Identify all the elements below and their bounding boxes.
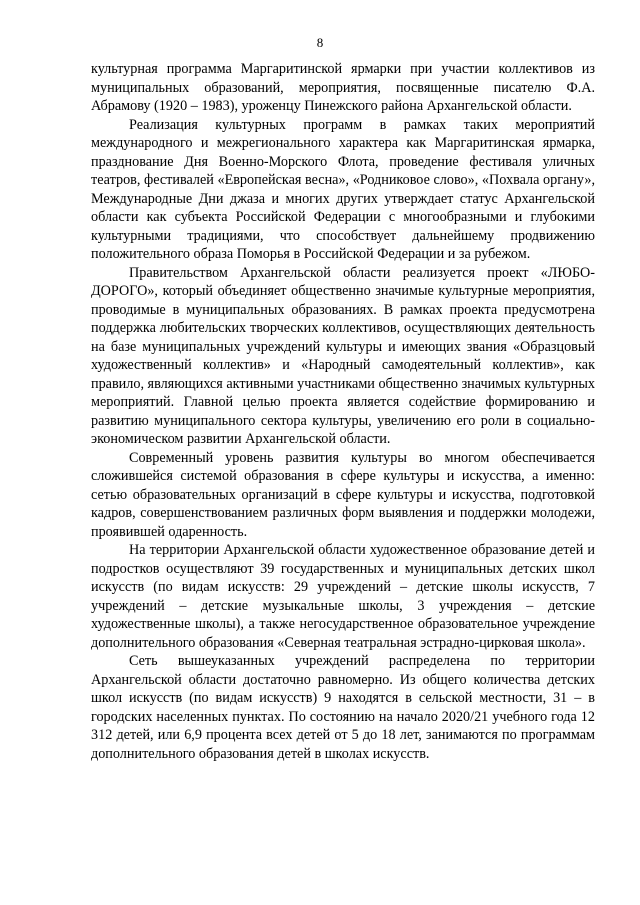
document-body xyxy=(91,60,595,763)
paragraph-continued: культурная программа Маргаритинской ярмарки при участии коллективов из муниципальных образований, мероприятия, посвященные писателю Ф.А. Абрамову (1920 – 1983), уроженцу Пинежского района Архангельской области. xyxy=(91,61,595,114)
paragraph-schools-distribution: Сеть вышеуказанных учреждений распределена по территории Архангельской области достаточно равномерно. Из общего количества детских школ искусств (по видам искусств) 9 находятся в сельской местности, 31 – в городских населенных пунктах. По состоянию на начало 2020/21 учебного года 12 312 детей, или 6,9 процента всех детей от 5 до 18 лет, занимаются по программам дополнительного образования детей в школах искусств. xyxy=(91,653,595,762)
paragraph-cultural-programs: Реализация культурных программ в рамках таких мероприятий международного и межрегионального характера как Маргаритинская ярмарка, празднование Дня Военно-Морского Флота, проведение фестиваля уличных театров, фестивалей «Европейская весна», «Родниковое слово», «Похвала органу», Международные Дни джаза и многих других утверждает статус Архангельской области как субъекта Российской Федерации с многообразными и глубокими культурными традициями, что способствует дальнейшему продвижению положительного образа Поморья в Российской Федерации и за рубежом. xyxy=(91,116,595,262)
paragraph-education-system: Современный уровень развития культуры во многом обеспечивается сложившейся системой образования в сфере культуры и искусства, а именно: сетью образовательных организаций в сфере культуры и искусства, подготовкой кадров, совершенствованием различных форм выявления и поддержки молодежи, проявившей одаренность. xyxy=(91,449,595,540)
paragraph-art-schools: На территории Архангельской области художественное образование детей и подростков осуществляют 39 государственных и муниципальных детских школ искусств (по видам искусств: 29 учреждений – детские школы искусств, 7 учреждений – детские музыкальные школы, 3 учреждения – детские художественные школы), а также негосударственное образовательное учреждение дополнительного образования «Северная театральная эстрадно-цирковая школа». xyxy=(91,542,595,651)
page-number: 8 xyxy=(316,35,324,50)
paragraph-lyubo-dorogo-project: Правительством Архангельской области реализуется проект «ЛЮБО-ДОРОГО», который объединяет общественно значимые культурные мероприятия, проводимые в муниципальных образованиях. В рамках проекта предусмотрена поддержка любительских творческих коллективов, осуществляющих деятельность на базе муниципальных учреждений культуры и имеющих звания «Образцовый художественный коллектив» и «Народный самодеятельный коллектив», как правило, являющихся активными участниками общественно значимых культурных мероприятий. Главной целью проекта является содействие формированию и развитию муниципального сектора культуры, увеличению его роли в социально-экономическом развитии Архангельской области. xyxy=(91,264,595,447)
